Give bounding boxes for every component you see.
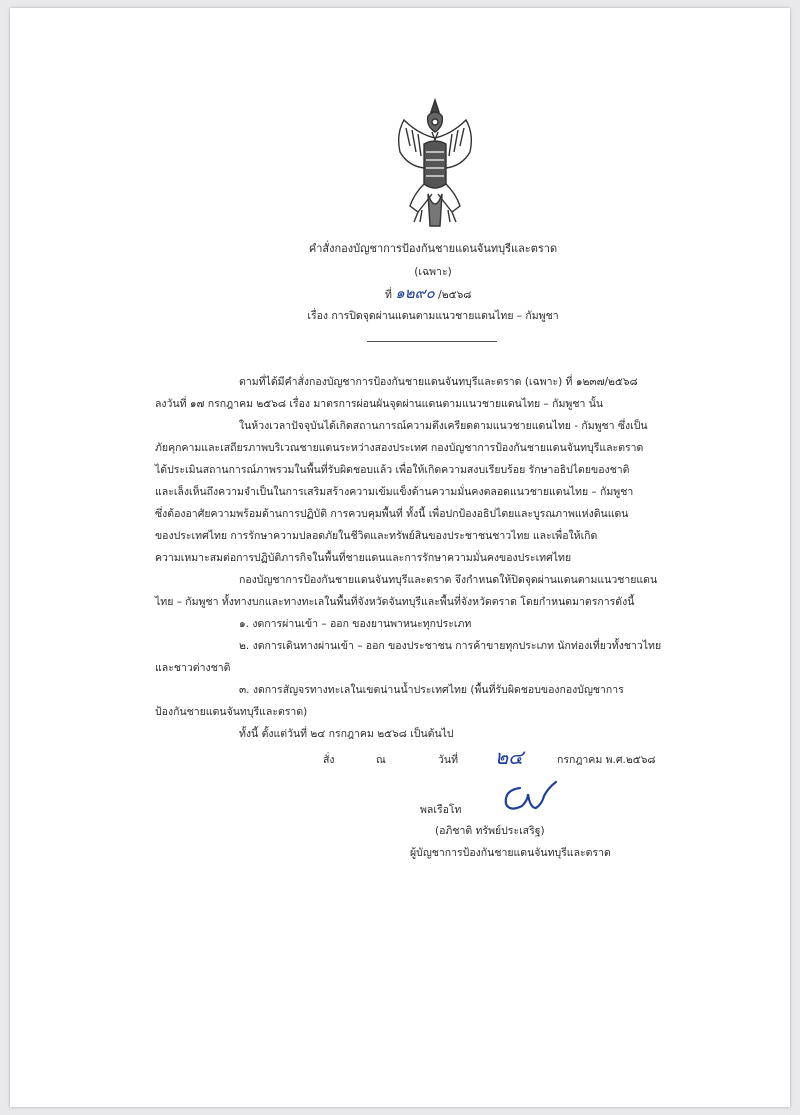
order-number-prefix: ที่ xyxy=(385,289,392,301)
body-line: ได้ประเมินสถานการณ์ภาพรวมในพื้นที่รับผิดชอบแล้ว เพื่อให้เกิดความสงบเรียบร้อย รักษาอธิปไตยของชาติ xyxy=(155,464,630,476)
body-line: และเล็งเห็นถึงความจำเป็นในการเสริมสร้างความเข้มแข็งด้านความมั่นคงตลอดแนวชายแดนไทย – กัมพูชา xyxy=(155,486,634,498)
order-subject: เรื่อง การปิดจุดผ่านแดนตามแนวชายแดนไทย – กัมพูชา xyxy=(307,310,559,322)
body-line: ภัยคุกคามและเสถียรภาพบริเวณชายแดนระหว่างสองประเทศ กองบัญชาการป้องกันชายแดนจันทบุรีและตราด xyxy=(155,442,644,454)
order-title: คำสั่งกองบัญชาการป้องกันชายแดนจันทบุรีและตราด xyxy=(308,242,558,255)
order-number-year: /๒๕๖๘ xyxy=(438,289,472,301)
document-page xyxy=(10,8,790,1107)
body-line: กองบัญชาการป้องกันชายแดนจันทบุรีและตราด จึงกำหนดให้ปิดจุดผ่านแดนตามแนวชายแดน xyxy=(239,574,658,586)
order-number-value: ๑๒๙๐ xyxy=(395,284,435,302)
dateline-month-year: กรกฎาคม พ.ศ.๒๕๖๘ xyxy=(557,754,656,766)
effective-date-line: ทั้งนี้ ตั้งแต่วันที่ ๒๔ กรกฎาคม ๒๕๖๘ เป็นต้นไป xyxy=(239,728,454,740)
body-line: และชาวต่างชาติ xyxy=(155,662,231,674)
body-line: ซึ่งต้องอาศัยความพร้อมด้านการปฏิบัติ การควบคุมพื้นที่ ทั้งนี้ เพื่อปกป้องอธิปไตยและบูรณภาพแห่งดินแดน xyxy=(155,508,629,520)
dateline-at: ณ xyxy=(376,754,386,766)
signer-name: (อภิชาติ ทรัพย์ประเสริฐ) xyxy=(435,825,545,837)
measure-item: ๒. งดการเดินทางผ่านเข้า – ออก ของประชาชน การค้าขายทุกประเภท นักท่องเที่ยวทั้งชาวไทย xyxy=(239,640,662,652)
body-line: ในห้วงเวลาปัจจุบันได้เกิดสถานการณ์ความตึงเครียดตามแนวชายแดนไทย - กัมพูชา ซึ่งเป็น xyxy=(239,420,648,432)
body-line: ไทย – กัมพูชา ทั้งทางบกและทางทะเลในพื้นที่จังหวัดจันทบุรีและพื้นที่จังหวัดตราด โดยกำหนดมาตรการดังนี้ xyxy=(155,596,635,608)
order-special-label: (เฉพาะ) xyxy=(414,266,452,278)
body-line: ตามที่ได้มีคำสั่งกองบัญชาการป้องกันชายแดนจันทบุรีและตราด (เฉพาะ) ที่ ๑๒๓๗/๒๕๖๘ xyxy=(239,376,638,388)
dateline-ordered: สั่ง xyxy=(323,754,335,766)
signature-icon xyxy=(498,778,560,818)
measure-item: ๑. งดการผ่านเข้า – ออก ของยานพาหนะทุกประเภท xyxy=(239,618,472,630)
body-line: ลงวันที่ ๑๗ กรกฎาคม ๒๕๖๘ เรื่อง มาตรการผ่อนผันจุดผ่านแดนตามแนวชายแดนไทย – กัมพูชา นั้น xyxy=(155,398,604,410)
body-line: ของประเทศไทย การรักษาความปลอดภัยในชีวิตและทรัพย์สินของประชาชนชาวไทย และเพื่อให้เกิด xyxy=(155,530,598,542)
order-number xyxy=(385,286,471,302)
title-divider xyxy=(367,341,497,342)
garuda-emblem-icon xyxy=(388,94,483,234)
signer-position: ผู้บัญชาการป้องกันชายแดนจันทบุรีและตราด xyxy=(410,847,611,859)
dateline-day-handwritten: ๒๔ xyxy=(495,745,524,769)
dateline-day-label: วันที่ xyxy=(438,754,458,766)
body-line: ป้องกันชายแดนจันทบุรีและตราด) xyxy=(155,706,308,718)
signer-rank: พลเรือโท xyxy=(420,804,462,816)
body-line: ความเหมาะสมต่อการปฏิบัติภารกิจในพื้นที่ชายแดนและการรักษาความมั่นคงของประเทศไทย xyxy=(155,552,572,564)
measure-item: ๓. งดการสัญจรทางทะเลในเขตน่านน้ำประเทศไทย (พื้นที่รับผิดชอบของกองบัญชาการ xyxy=(239,684,624,696)
